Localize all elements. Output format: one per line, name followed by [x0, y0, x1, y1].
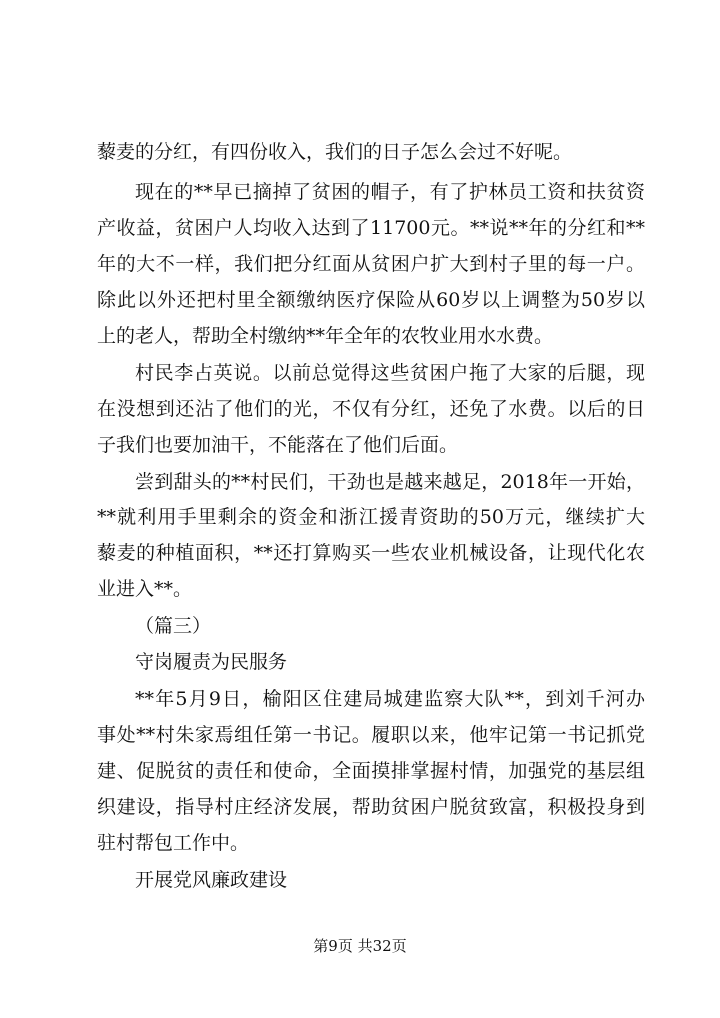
text-line: 业进入**。 [97, 578, 193, 600]
text-line: 子我们也要加油干，不能落在了他们后面。 [97, 434, 459, 456]
text-line: **年5月9日，榆阳区住建局城建监察大队**，到刘千河办 [135, 688, 645, 710]
text-line: 现在的**早已摘掉了贫困的帽子，有了护林员工资和扶贫资 [135, 181, 645, 203]
text-line: 产收益，贫困户人均收入达到了11700元。**说**年的分红和** [97, 217, 645, 239]
text-line: 驻村帮包工作中。 [97, 832, 250, 854]
page-number-footer: 第9页 共32页 [313, 937, 407, 955]
text-line: 在没想到还沾了他们的光，不仅有分红，还免了水费。以后的日 [97, 398, 645, 420]
section-heading: 开展党风廉政建设 [135, 869, 288, 891]
text-line: 藜麦的分红，有四份收入，我们的日子怎么会过不好呢。 [97, 141, 573, 163]
text-line: 上的老人，帮助全村缴纳**年全年的农牧业用水水费。 [97, 325, 554, 347]
text-line: 年的大不一样，我们把分红面从贫困户扩大到村子里的每一户。 [97, 253, 645, 275]
section-heading: 守岗履责为民服务 [135, 651, 288, 673]
text-line: 藜麦的种植面积，**还打算购买一些农业机械设备，让现代化农 [97, 542, 645, 564]
text-line: 除此以外还把村里全额缴纳医疗保险从60岁以上调整为50岁以 [97, 289, 645, 311]
section-label: （篇三） [135, 615, 212, 637]
text-line: 建、促脱贫的责任和使命，全面摸排掌握村情，加强党的基层组 [97, 760, 645, 782]
text-line: 村民李占英说。以前总觉得这些贫困户拖了大家的后腿，现 [135, 362, 645, 384]
text-line: 事处**村朱家焉组任第一书记。履职以来，他牢记第一书记抓党 [97, 724, 645, 746]
text-line: 尝到甜头的**村民们，干劲也是越来越足，2018年一开始， [135, 471, 645, 493]
text-line: 织建设，指导村庄经济发展，帮助贫困户脱贫致富，积极投身到 [97, 796, 645, 818]
text-line: **就利用手里剩余的资金和浙江援青资助的50万元，继续扩大 [97, 506, 645, 528]
